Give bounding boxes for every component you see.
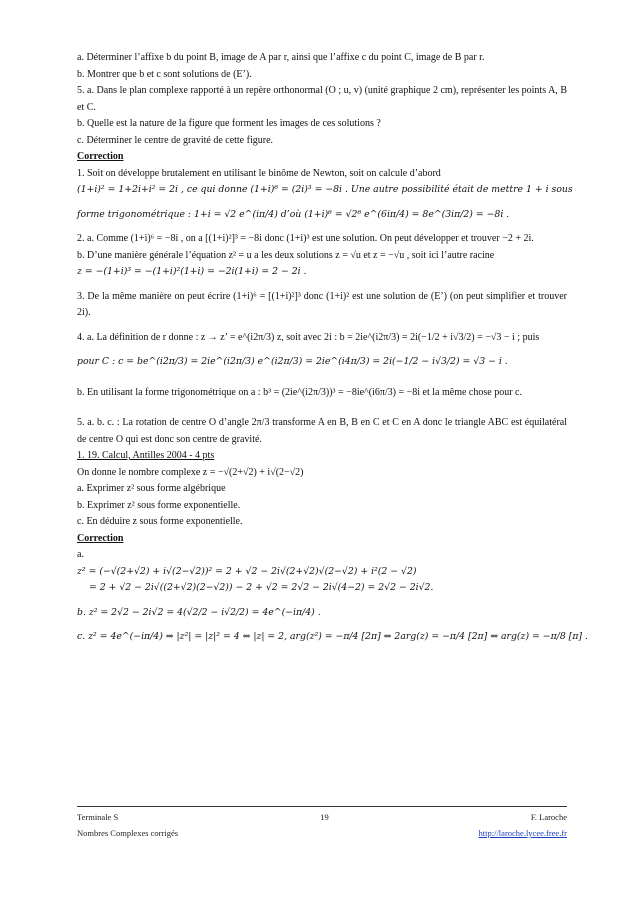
correction-heading: Correction <box>77 151 124 162</box>
correction-4a: 4. a. La définition de r donne : z → z’ = e^(i2π/3) z, soit avec 2i : b = 2ie^(i2π/3) = 2i(−1/2 + i√3/2) = −√3 − i ; puis <box>77 331 540 343</box>
question-b-line: b. Montrer que b et c sont solutions de (E’). <box>77 68 252 80</box>
exercise-a: a. Exprimer z² sous forme algébrique <box>77 483 226 494</box>
footer-website-link[interactable]: http://laroche.lycee.free.fr <box>478 828 567 838</box>
correction-a-eq2: = 2 + √2 − 2i√((2+√2)(2−√2)) − 2 + √2 = 2√2 − 2i√(4−2) = 2√2 − 2i√2. <box>89 582 434 593</box>
exercise-c: c. En déduire z sous forme exponentielle. <box>77 516 243 527</box>
question-b-nature-line: b. Quelle est la nature de la figure que forment les images de ces solutions ? <box>77 118 381 129</box>
correction-b: b. z² = 2√2 − 2i√2 = 4(√2/2 − i√2/2) = 4e^(−iπ/4) . <box>77 606 321 618</box>
correction-2b: b. D’une manière générale l’équation z² = u a les deux solutions z = √u et z = −√u , soit ici l’autre racine <box>77 249 495 261</box>
correction-5: 5. a. b. c. : La rotation de centre O d’angle 2π/3 transforme A en B, B en C et C en A donc le triangle ABC est équilatéral de centre O qui est donc son centre de gravité. <box>77 417 567 445</box>
correction-a-label: a. <box>77 549 84 560</box>
footer-divider <box>77 806 567 807</box>
question-5a-line: a. Déterminer l’affixe b du point B, image de A par r, ainsi que l’affixe c du point C, image de B par r. <box>77 52 485 63</box>
footer-chapter: Nombres Complexes corrigés <box>77 828 179 838</box>
question-c-centre-line: c. Déterminer le centre de gravité de cette figure. <box>77 134 274 146</box>
footer-class: Terminale S <box>77 812 119 822</box>
question-5-plot-line: 5. a. Dans le plan complexe rapporté à un repère orthonormal (O ; u, v) (unité graphique 2 cm), représenter les points A, B et C. <box>77 85 567 113</box>
exercise-intro: On donne le nombre complexe z = −√(2+√2) + i√(2−√2) <box>77 466 304 478</box>
footer <box>77 812 567 838</box>
exercise-title: 1. 19. Calcul, Antilles 2004 - 4 pts <box>77 450 215 461</box>
correction-4a-c: pour C : c = be^(i2π/3) = 2ie^(i2π/3) e^(i2π/3) = 2ie^(i4π/3) = 2i(−1/2 − i√3/2) = √3 − i . <box>77 356 508 367</box>
footer-page-number: 19 <box>320 812 329 822</box>
correction-a-eq1: z² = (−√(2+√2) + i√(2−√2))² = 2 + √2 − 2i√(2+√2)√(2−√2) + i²(2 − √2) <box>77 565 417 577</box>
correction-heading-2: Correction <box>77 532 124 544</box>
footer-author: F. Laroche <box>530 812 567 822</box>
correction-3: 3. De la même manière on peut écrire (1+i)⁶ = [(1+i)²]³ donc (1+i)² est une solution de (E’) (on peut simplifier et trouver 2i). <box>77 290 567 318</box>
correction-1-text: 1. Soit on développe brutalement en utilisant le binôme de Newton, soit on calcule d’abord <box>77 167 441 179</box>
correction-4b: b. En utilisant la forme trigonométrique on a : b³ = (2ie^(i2π/3))³ = −8ie^(i6π/3) = −8i et la même chose pour c. <box>77 386 522 398</box>
correction-2a: 2. a. Comme (1+i)⁶ = −8i , on a [(1+i)²]³ = −8i donc (1+i)³ est une solution. On peut développer et trouver −2 + 2i. <box>77 233 534 244</box>
correction-1-math: (1+i)² = 1+2i+i² = 2i , ce qui donne (1+i)⁶ = (2i)³ = −8i . Une autre possibilité était de mettre 1 + i sous <box>77 184 573 195</box>
correction-1-trig: forme trigonométrique : 1+i = √2 e^(iπ/4) d’où (1+i)⁶ = √2⁶ e^(6iπ/4) = 8e^(3iπ/2) = −8i . <box>77 208 510 220</box>
exercise-b: b. Exprimer z² sous forme exponentielle. <box>77 499 241 511</box>
correction-c: c. z² = 4e^(−iπ/4) ⇒ |z²| = |z|² = 4 ⇔ |z| = 2, arg(z²) = −π/4 [2π] ⇔ 2arg(z) = −π/4 [2π] ⇔ arg(z) = −π/8 [π] . <box>77 631 588 642</box>
document-body <box>77 50 588 646</box>
correction-2b-math: z = −(1+i)³ = −(1+i)²(1+i) = −2i(1+i) = 2 − 2i . <box>77 266 307 277</box>
